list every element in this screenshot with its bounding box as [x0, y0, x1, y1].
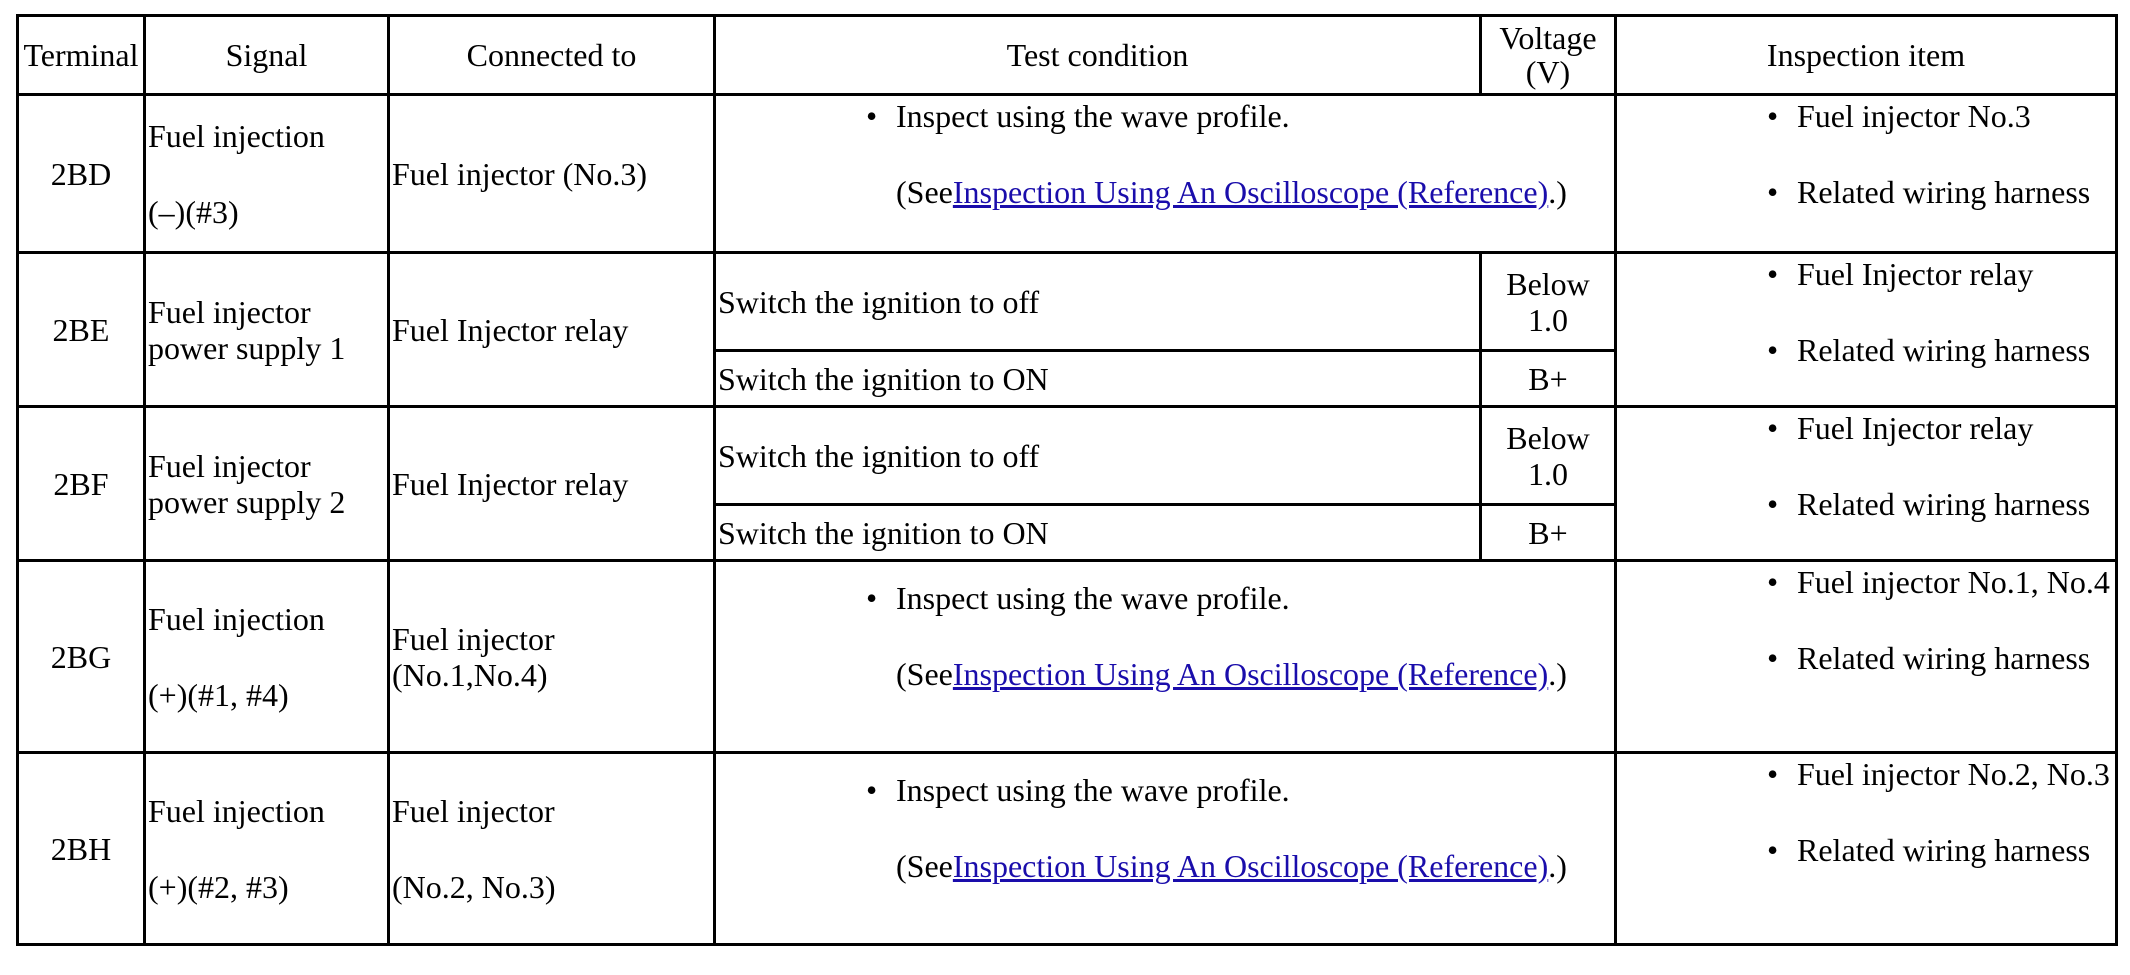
test-condition-cell [715, 561, 1616, 753]
inspection-item: • Fuel injector No.3 [1767, 98, 2113, 134]
table-row [18, 407, 2117, 505]
test-condition-cell [715, 95, 1616, 253]
wave-profile-text: • Inspect using the wave profile. [866, 98, 1612, 134]
signal-line-1: Fuel injection [148, 600, 325, 637]
signal-line-2: (+)(#2, #3) [148, 868, 289, 905]
terminal-inspection-table [16, 14, 2118, 946]
table-row [18, 561, 2117, 753]
inspection-item: • Related wiring harness [1767, 832, 2113, 868]
test-condition-cell [715, 753, 1616, 945]
inspection-item: • Related wiring harness [1767, 332, 2113, 368]
inspection-item: • Fuel injector No.2, No.3 [1767, 756, 2113, 792]
signal-cell [145, 753, 389, 945]
connected-cell: Fuel Injector relay [389, 253, 715, 407]
signal-line-2: (–)(#3) [148, 193, 239, 230]
condition-cell: Switch the ignition to off [715, 407, 1481, 505]
terminal-inspection-page [16, 14, 2116, 946]
signal-line-1: Fuel injection [148, 117, 325, 154]
connected-line-1: Fuel injector [392, 792, 555, 829]
see-suffix: .) [1548, 656, 1567, 692]
signal-cell [145, 561, 389, 753]
see-suffix: .) [1548, 174, 1567, 210]
inspection-cell [1616, 753, 2117, 945]
oscilloscope-reference-link[interactable]: Inspection Using An Oscilloscope (Reference) [952, 174, 1549, 210]
condition-cell: Switch the ignition to ON [715, 505, 1481, 561]
condition-cell: Switch the ignition to ON [715, 351, 1481, 407]
terminal-cell: 2BF [18, 407, 145, 561]
table-row [18, 253, 2117, 351]
signal-line-2: (+)(#1, #4) [148, 676, 289, 713]
inspection-cell [1616, 253, 2117, 407]
oscilloscope-reference-link[interactable]: Inspection Using An Oscilloscope (Reference) [952, 656, 1549, 692]
table-row [18, 753, 2117, 945]
inspection-item: • Fuel Injector relay [1767, 256, 2113, 292]
signal-cell [145, 95, 389, 253]
see-prefix: (See [896, 174, 953, 210]
wave-profile-text: • Inspect using the wave profile. [866, 772, 1612, 808]
connected-cell [389, 753, 715, 945]
terminal-cell: 2BD [18, 95, 145, 253]
header-terminal: Terminal [18, 16, 145, 95]
inspection-item: • Fuel injector No.1, No.4 [1767, 564, 2113, 600]
inspection-cell [1616, 95, 2117, 253]
signal-cell: Fuel injector power supply 2 [145, 407, 389, 561]
inspection-item: • Related wiring harness [1767, 486, 2113, 522]
header-row [18, 16, 2117, 95]
header-connected-to: Connected to [389, 16, 715, 95]
header-signal: Signal [145, 16, 389, 95]
see-reference [866, 656, 1612, 692]
header-inspection-item: Inspection item [1616, 16, 2117, 95]
header-voltage: Voltage (V) [1481, 16, 1616, 95]
signal-cell: Fuel injector power supply 1 [145, 253, 389, 407]
condition-cell: Switch the ignition to off [715, 253, 1481, 351]
signal-line-1: Fuel injection [148, 792, 325, 829]
oscilloscope-reference-link[interactable]: Inspection Using An Oscilloscope (Reference) [952, 848, 1549, 884]
voltage-cell: B+ [1481, 351, 1616, 407]
connected-cell: Fuel injector (No.1,No.4) [389, 561, 715, 753]
see-prefix: (See [896, 848, 953, 884]
inspection-item: • Related wiring harness [1767, 174, 2113, 210]
see-suffix: .) [1548, 848, 1567, 884]
connected-cell: Fuel Injector relay [389, 407, 715, 561]
see-reference [866, 848, 1612, 884]
voltage-cell: Below 1.0 [1481, 407, 1616, 505]
voltage-cell: B+ [1481, 505, 1616, 561]
voltage-cell: Below 1.0 [1481, 253, 1616, 351]
wave-profile-text: • Inspect using the wave profile. [866, 580, 1612, 616]
table-row [18, 95, 2117, 253]
header-test-condition: Test condition [715, 16, 1481, 95]
inspection-cell [1616, 561, 2117, 753]
connected-line-2: (No.2, No.3) [392, 868, 556, 905]
see-prefix: (See [896, 656, 953, 692]
connected-cell: Fuel injector (No.3) [389, 95, 715, 253]
inspection-cell [1616, 407, 2117, 561]
inspection-item: • Related wiring harness [1767, 640, 2113, 676]
terminal-cell: 2BH [18, 753, 145, 945]
terminal-cell: 2BE [18, 253, 145, 407]
inspection-item: • Fuel Injector relay [1767, 410, 2113, 446]
see-reference [866, 174, 1612, 210]
terminal-cell: 2BG [18, 561, 145, 753]
